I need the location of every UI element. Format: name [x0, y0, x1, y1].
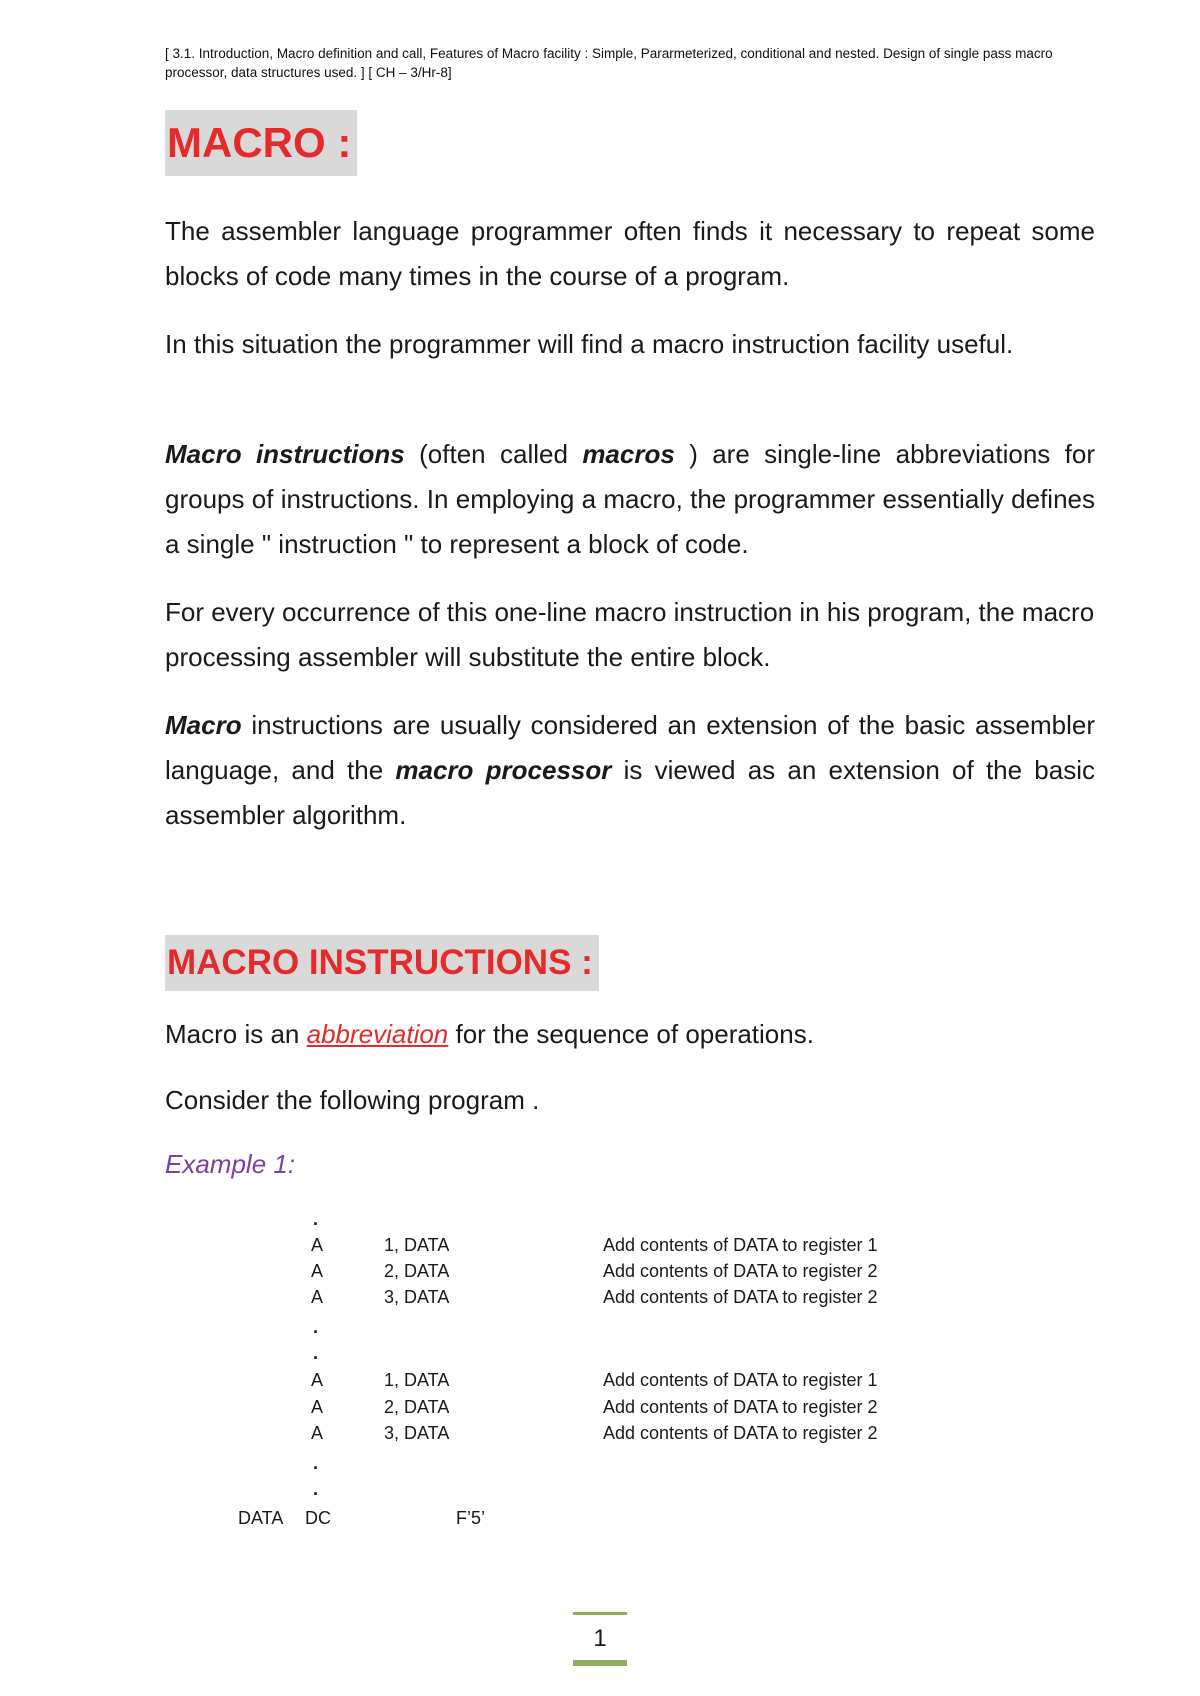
- code-arg: 1, DATA: [384, 1235, 450, 1255]
- code-comment: Add contents of DATA to register 2: [603, 1397, 878, 1417]
- heading-macro-instructions: MACRO INSTRUCTIONS :: [165, 935, 599, 991]
- code-ellipsis-row: [0, 1450, 1200, 1476]
- code-data-row: [0, 1505, 1200, 1531]
- code-comment: Add contents of DATA to register 2: [603, 1423, 878, 1443]
- header-note: [ 3.1. Introduction, Macro definition and call, Features of Macro facility : Simple, Pararmeterized, conditional and nested. Design of single pass macro processor, data structures used. ] [ CH – 3/Hr-8]: [165, 46, 1053, 80]
- code-ellipsis-row: [0, 1476, 1200, 1502]
- code-dot: .: [313, 1209, 319, 1229]
- term-macros: macros: [582, 439, 675, 469]
- page-number-bottom-rule: [573, 1660, 627, 1666]
- code-dot: .: [313, 1479, 319, 1499]
- paragraph-consider: Consider the following program .: [165, 1085, 540, 1115]
- code-dot: .: [313, 1453, 319, 1473]
- term-macro-processor: macro processor: [395, 755, 612, 785]
- code-row: [0, 1232, 1200, 1258]
- code-dot: .: [313, 1317, 319, 1337]
- code-op: A: [311, 1287, 324, 1307]
- abbreviation-link[interactable]: abbreviation: [306, 1019, 449, 1049]
- text-segment: (often called: [404, 439, 583, 469]
- code-ellipsis-row: [0, 1206, 1200, 1232]
- code-arg: 3, DATA: [384, 1423, 450, 1443]
- code-arg: 3, DATA: [384, 1287, 450, 1307]
- code-arg: 2, DATA: [384, 1261, 450, 1281]
- example-label: Example 1:: [165, 1149, 296, 1179]
- code-label: DATA: [238, 1508, 284, 1528]
- code-comment: Add contents of DATA to register 2: [603, 1287, 878, 1307]
- text-segment: for the sequence of operations.: [448, 1019, 814, 1049]
- text-segment: instructions are usually considered an extension of the basic assembler language, and the: [165, 710, 1095, 785]
- term-macro-instructions: Macro instructions: [165, 439, 405, 469]
- code-op: A: [311, 1370, 324, 1390]
- paragraph-occurrence: For every occurrence of this one-line macro instruction in his program, the macro processing assembler will substitute the entire block.: [165, 597, 1095, 672]
- code-op: DC: [305, 1508, 331, 1528]
- code-comment: Add contents of DATA to register 1: [603, 1235, 878, 1255]
- code-row: [0, 1367, 1200, 1393]
- code-comment: Add contents of DATA to register 1: [603, 1370, 878, 1390]
- code-arg: 2, DATA: [384, 1397, 450, 1417]
- heading-macro: MACRO :: [165, 110, 357, 176]
- code-row: [0, 1258, 1200, 1284]
- code-op: A: [311, 1397, 324, 1417]
- paragraph-situation: In this situation the programmer will find a macro instruction facility useful.: [165, 329, 1014, 359]
- code-ellipsis-row: [0, 1340, 1200, 1366]
- code-row: [0, 1420, 1200, 1446]
- code-arg: 1, DATA: [384, 1370, 450, 1390]
- code-value: F’5’: [456, 1508, 486, 1528]
- paragraph-extension: [165, 703, 1095, 838]
- code-op: A: [311, 1423, 324, 1443]
- page-number-top-rule: [573, 1612, 627, 1615]
- page-number: 1: [593, 1625, 607, 1652]
- text-segment: ) are single-line abbreviations for groups of instructions. In employing a macro, the programmer essentially defines a single " instruction " to represent a block of code.: [165, 439, 1095, 559]
- paragraph-intro: The assembler language programmer often finds it necessary to repeat some blocks of code many times in the course of a program.: [165, 216, 1095, 291]
- text-segment: Macro is an: [165, 1019, 307, 1049]
- code-comment: Add contents of DATA to register 2: [603, 1261, 878, 1281]
- code-row: [0, 1284, 1200, 1310]
- code-ellipsis-row: [0, 1314, 1200, 1340]
- paragraph-macro-instructions: [165, 432, 1095, 567]
- code-dot: .: [313, 1343, 319, 1363]
- code-row: [0, 1394, 1200, 1420]
- code-op: A: [311, 1261, 324, 1281]
- text-segment: is viewed as an extension of the basic assembler algorithm.: [165, 755, 1096, 830]
- paragraph-abbreviation: [165, 1012, 1095, 1057]
- code-op: A: [311, 1235, 324, 1255]
- term-macro: Macro: [165, 710, 242, 740]
